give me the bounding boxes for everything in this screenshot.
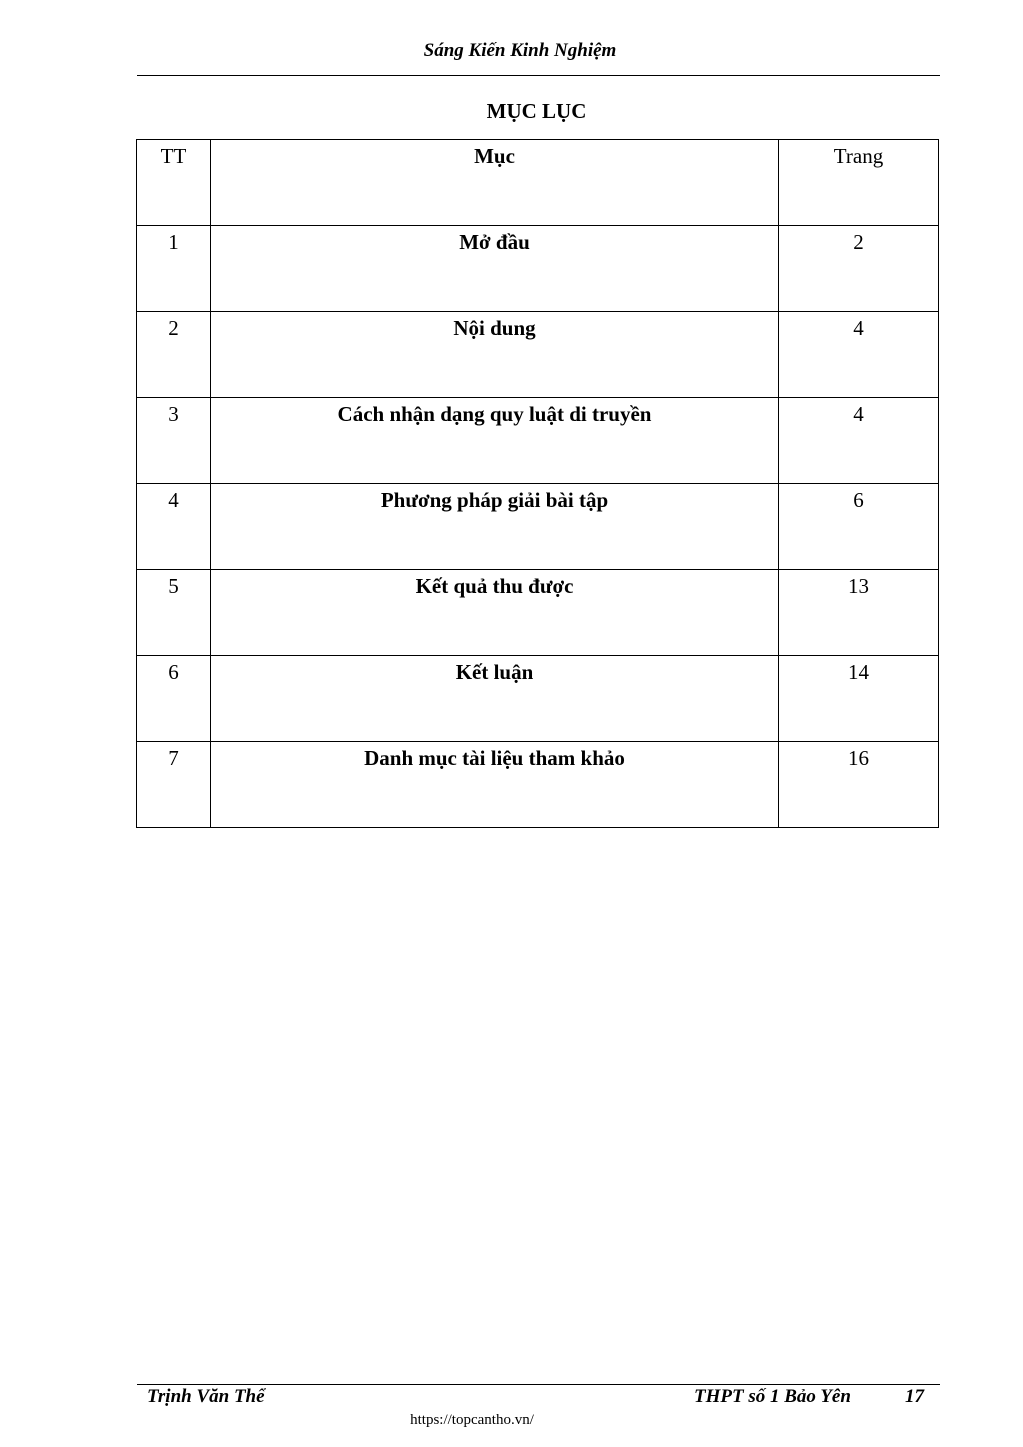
column-header-trang: Trang [779,140,939,226]
footer-divider [137,1384,940,1385]
row-number: 3 [137,398,211,484]
row-section-title: Kết quả thu được [211,570,779,656]
row-number: 5 [137,570,211,656]
table-row [137,742,939,828]
table-row [137,312,939,398]
footer-url: https://topcantho.vn/ [410,1412,534,1428]
row-page-number: 16 [779,742,939,828]
row-page-number: 6 [779,484,939,570]
row-number: 2 [137,312,211,398]
table-row [137,570,939,656]
table-row [137,656,939,742]
row-page-number: 4 [779,312,939,398]
table-row [137,398,939,484]
row-number: 6 [137,656,211,742]
toc-table [136,139,939,828]
row-page-number: 2 [779,226,939,312]
row-page-number: 4 [779,398,939,484]
row-number: 4 [137,484,211,570]
row-page-number: 13 [779,570,939,656]
row-section-title: Mở đầu [211,226,779,312]
footer-author: Trịnh Văn Thể [147,1386,265,1407]
toc-title: MỤC LỤC [486,99,587,123]
row-section-title: Cách nhận dạng quy luật di truyền [211,398,779,484]
toc-header-row [137,140,939,226]
row-number: 1 [137,226,211,312]
table-row [137,484,939,570]
row-number: 7 [137,742,211,828]
footer-school: THPT số 1 Bảo Yên [694,1386,851,1407]
row-page-number: 14 [779,656,939,742]
page-header-title: Sáng Kiến Kinh Nghiệm [423,40,617,61]
row-section-title: Phương pháp giải bài tập [211,484,779,570]
column-header-muc: Mục [211,140,779,226]
column-header-tt: TT [137,140,211,226]
header-divider [137,75,940,76]
row-section-title: Kết luận [211,656,779,742]
row-section-title: Danh mục tài liệu tham khảo [211,742,779,828]
footer-page-number: 17 [905,1386,924,1407]
row-section-title: Nội dung [211,312,779,398]
table-row [137,226,939,312]
